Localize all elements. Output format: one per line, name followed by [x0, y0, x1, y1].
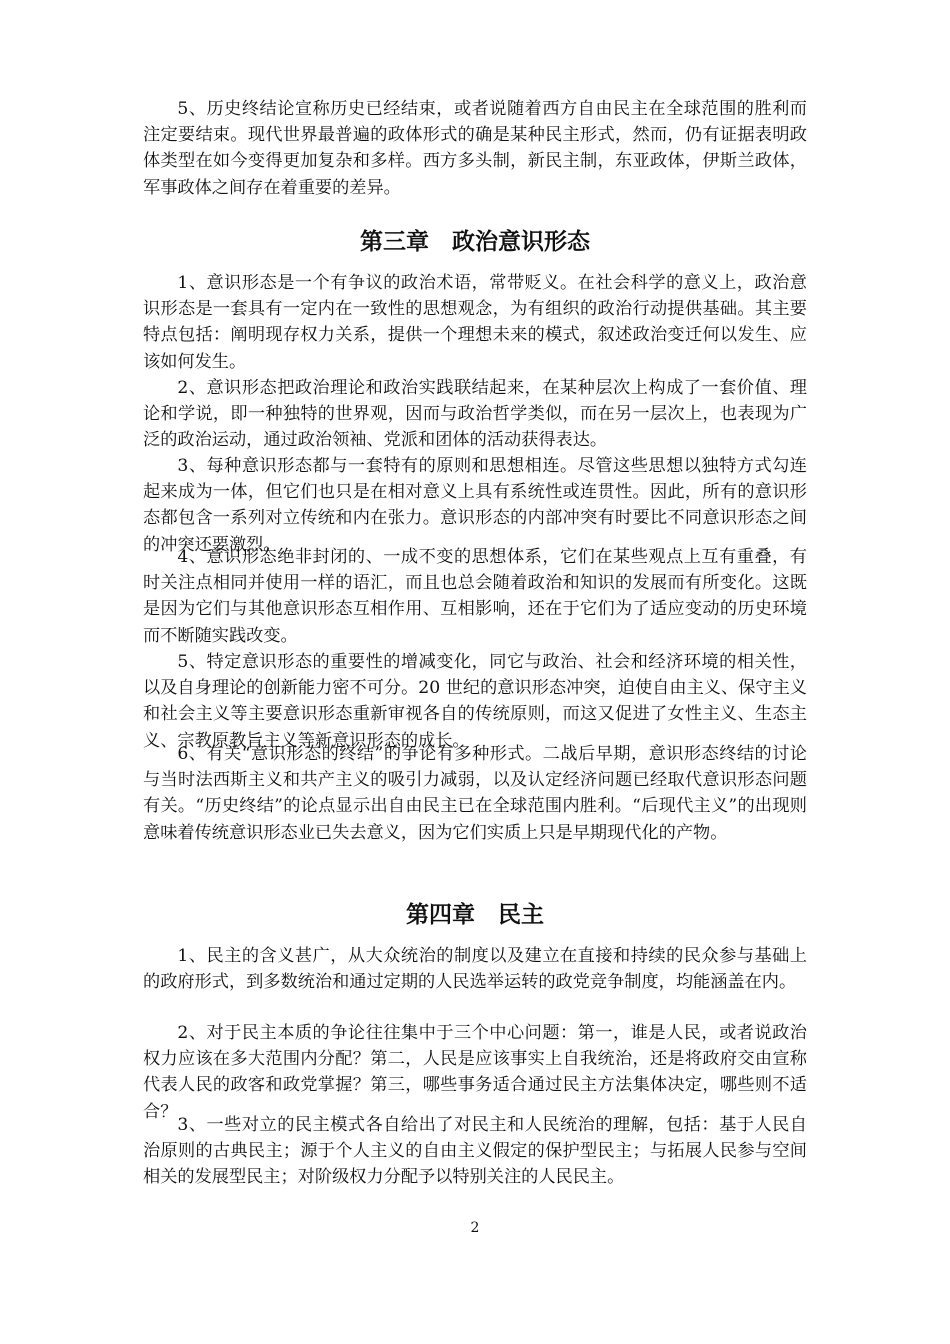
- chapter-4-paragraph-1: 1、民主的含义甚广，从大众统治的制度以及建立在直接和持续的民众参与基础上的政府形式，到多数统治和通过定期的人民选举运转的政党竞争制度，均能涵盖在内。: [143, 946, 807, 993]
- chapter-3-paragraph-3: 3、每种意识形态都与一套特有的原则和思想相连。尽管这些思想以独特方式勾连起来成为一体，但它们也只是在相对意义上具有系统性或连贯性。因此，所有的意识形态都包含一系列对立传统和内在张力。意识形态的内部冲突有时要比不同意识形态之间的冲突还要激烈。: [143, 456, 807, 555]
- chapter-4-title: 第四章 民主: [406, 902, 544, 928]
- chapter-3-paragraph-4: 4、意识形态绝非封闭的、一成不变的思想体系，它们在某些观点上互有重叠，有时关注点相同并使用一样的语汇，而且也总会随着政治和知识的发展而有所变化。这既是因为它们与其他意识形态互相作用、互相影响，还在于它们为了适应变动的历史环境而不断随实践改变。: [143, 547, 807, 646]
- chapter-3-paragraph-5: 5、特定意识形态的重要性的增减变化，同它与政治、社会和经济环境的相关性，以及自身理论的创新能力密不可分。20 世纪的意识形态冲突，迫使自由主义、保守主义和社会主义等主要意识形态重新审视各自的传统原则，而这又促进了女性主义、生态主义、宗教原教旨主义等新意识形态的成长。: [143, 652, 807, 751]
- chapter-3-paragraph-1: 1、意识形态是一个有争议的政治术语，常带贬义。在社会科学的意义上，政治意识形态是一套具有一定内在一致性的思想观念，为有组织的政治行动提供基础。其主要特点包括：阐明现存权力关系，提供一个理想未来的模式，叙述政治变迁何以发生、应该如何发生。: [143, 273, 807, 372]
- chapter-3-title: 第三章 政治意识形态: [360, 229, 590, 255]
- page-number: 2: [470, 1220, 480, 1236]
- chapter-3-paragraph-2: 2、意识形态把政治理论和政治实践联结起来，在某种层次上构成了一套价值、理论和学说，即一种独特的世界观，因而与政治哲学类似，而在另一层次上，也表现为广泛的政治运动，通过政治领袖、党派和团体的活动获得表达。: [143, 378, 807, 451]
- chapter-4-paragraph-3: 3、一些对立的民主模式各自给出了对民主和人民统治的理解，包括：基于人民自治原则的古典民主；源于个人主义的自由主义假定的保护型民主；与拓展人民参与空间相关的发展型民主；对阶级权力分配予以特别关注的人民民主。: [143, 1115, 807, 1188]
- chapter-3-paragraph-6: 6、有关“意识形态的终结”的争论有多种形式。二战后早期，意识形态终结的讨论与当时法西斯主义和共产主义的吸引力减弱，以及认定经济问题已经取代意识形态问题有关。“历史终结”的论点显示出自由民主已在全球范围内胜利。“后现代主义”的出现则意味着传统意识形态业已失去意义，因为它们实质上只是早期现代化的产物。: [143, 744, 807, 843]
- paragraph-history-end: 5、历史终结论宣称历史已经结束，或者说随着西方自由民主在全球范围的胜利而注定要结束。现代世界最普遍的政体形式的确是某种民主形式，然而，仍有证据表明政体类型在如今变得更加复杂和多样。西方多头制，新民主制，东亚政体，伊斯兰政体，军事政体之间存在着重要的差异。: [143, 99, 807, 198]
- chapter-4-paragraph-2: 2、对于民主本质的争论往往集中于三个中心问题：第一，谁是人民，或者说政治权力应该在多大范围内分配？第二，人民是应该事实上自我统治，还是将政府交由宣称代表人民的政客和政党掌握？第三，哪些事务适合通过民主方法集体决定，哪些则不适合？: [143, 1023, 807, 1122]
